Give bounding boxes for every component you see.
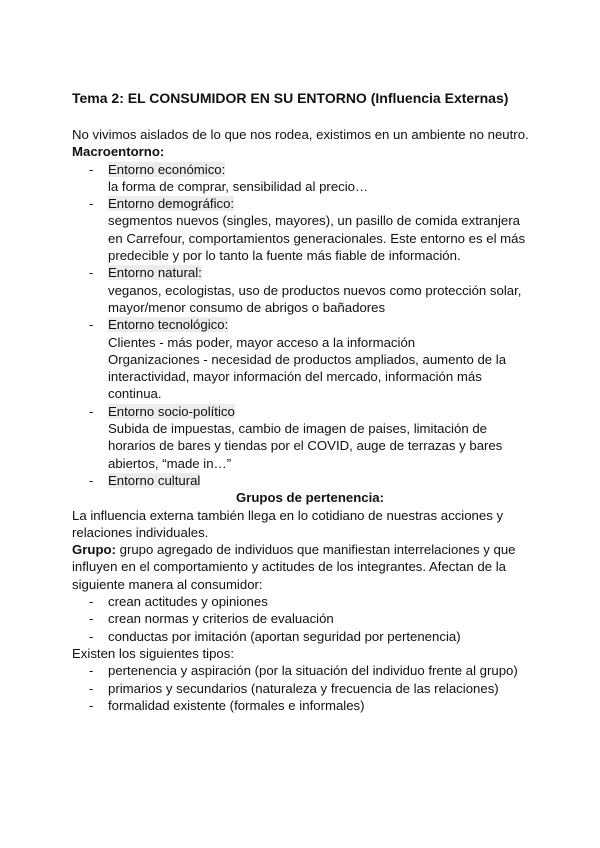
list-dash: - — [89, 680, 94, 696]
list-dash: - — [89, 317, 94, 333]
macro-item-cultural — [72, 472, 532, 489]
list-dash: - — [89, 161, 94, 177]
list-item-text: pertenencia y aspiración (por la situación del individuo frente al grupo) — [108, 663, 518, 679]
types-list — [72, 662, 532, 714]
list-item-text: primarios y secundarios (naturaleza y frecuencia de las relaciones) — [108, 680, 499, 696]
list-dash: - — [89, 594, 94, 610]
macro-item-tecnologico — [72, 316, 532, 402]
list-item — [72, 628, 532, 645]
macro-item-demografico — [72, 195, 532, 264]
list-dash: - — [89, 196, 94, 212]
macro-heading: Macroentorno: — [72, 144, 165, 160]
grupo-label: Grupo: — [72, 542, 116, 558]
influence-paragraph: La influencia externa también llega en lo cotidiano de nuestras acciones y relaciones individuales. — [72, 507, 504, 540]
document-body — [72, 126, 532, 714]
list-item-text: crean actitudes y opiniones — [108, 594, 268, 610]
list-item — [72, 593, 532, 610]
list-dash: - — [89, 663, 94, 679]
grupo-definition — [72, 541, 532, 593]
macro-item-label: Entorno cultural — [108, 472, 201, 488]
list-item — [72, 680, 532, 697]
macro-item-natural — [72, 264, 532, 316]
macro-item-label: Entorno tecnológico: — [108, 317, 229, 333]
page-title: Tema 2: EL CONSUMIDOR EN SU ENTORNO (Influencia Externas) — [72, 90, 509, 106]
list-item — [72, 610, 532, 627]
list-dash: - — [89, 697, 94, 713]
macro-item-detail: Clientes - más poder, mayor acceso a la información — [108, 334, 416, 350]
macro-item-detail: la forma de comprar, sensibilidad al precio… — [108, 178, 369, 194]
list-dash: - — [89, 265, 94, 281]
grupo-text: grupo agregado de individuos que manifiestan interrelaciones y que influyen en el comportamiento y actitudes de los integrantes. Afectan de la siguiente manera al consumidor: — [72, 542, 516, 592]
macro-item-label: Entorno natural: — [108, 265, 202, 281]
macro-item-label: Entorno demográfico: — [108, 196, 235, 212]
section-title: Grupos de pertenencia: — [235, 490, 385, 506]
list-item — [72, 662, 532, 679]
effects-list — [72, 593, 532, 645]
macro-item-sociopolitico — [72, 403, 532, 472]
list-item-text: crean normas y criterios de evaluación — [108, 611, 334, 627]
list-item-text: conductas por imitación (aportan seguridad por pertenencia) — [108, 628, 461, 644]
list-dash: - — [89, 628, 94, 644]
intro-paragraph: No vivimos aislados de lo que nos rodea, existimos en un ambiente no neutro. — [72, 127, 529, 142]
macro-item-detail: Organizaciones - necesidad de productos ampliados, aumento de la interactividad, mayor información del mercado, información más continua. — [108, 351, 507, 402]
macro-item-label: Entorno socio-político — [108, 403, 235, 419]
macro-item-detail: Subida de impuestas, cambio de imagen de paises, limitación de horarios de bares y tiendas por el COVID, auge de terrazas y bares abiertos, “made in…” — [108, 421, 503, 471]
macro-item-detail: veganos, ecologistas, uso de productos nuevos como protección solar, mayor/menor consumo de abrigos o bañadores — [108, 282, 522, 315]
list-item — [72, 697, 532, 714]
list-item-text: formalidad existente (formales e informales) — [108, 697, 365, 713]
list-dash: - — [89, 472, 94, 488]
list-dash: - — [89, 611, 94, 627]
macro-list — [72, 161, 532, 490]
macro-item-label: Entorno económico: — [108, 161, 226, 177]
list-dash: - — [89, 403, 94, 419]
macro-item-economico — [72, 161, 532, 196]
types-intro: Existen los siguientes tipos: — [72, 645, 234, 661]
macro-item-detail: segmentos nuevos (singles, mayores), un pasillo de comida extranjera en Carrefour, comportamientos generacionales. Este entorno es el más predecible y por lo tanto la fuente más fiable de información. — [108, 213, 526, 264]
